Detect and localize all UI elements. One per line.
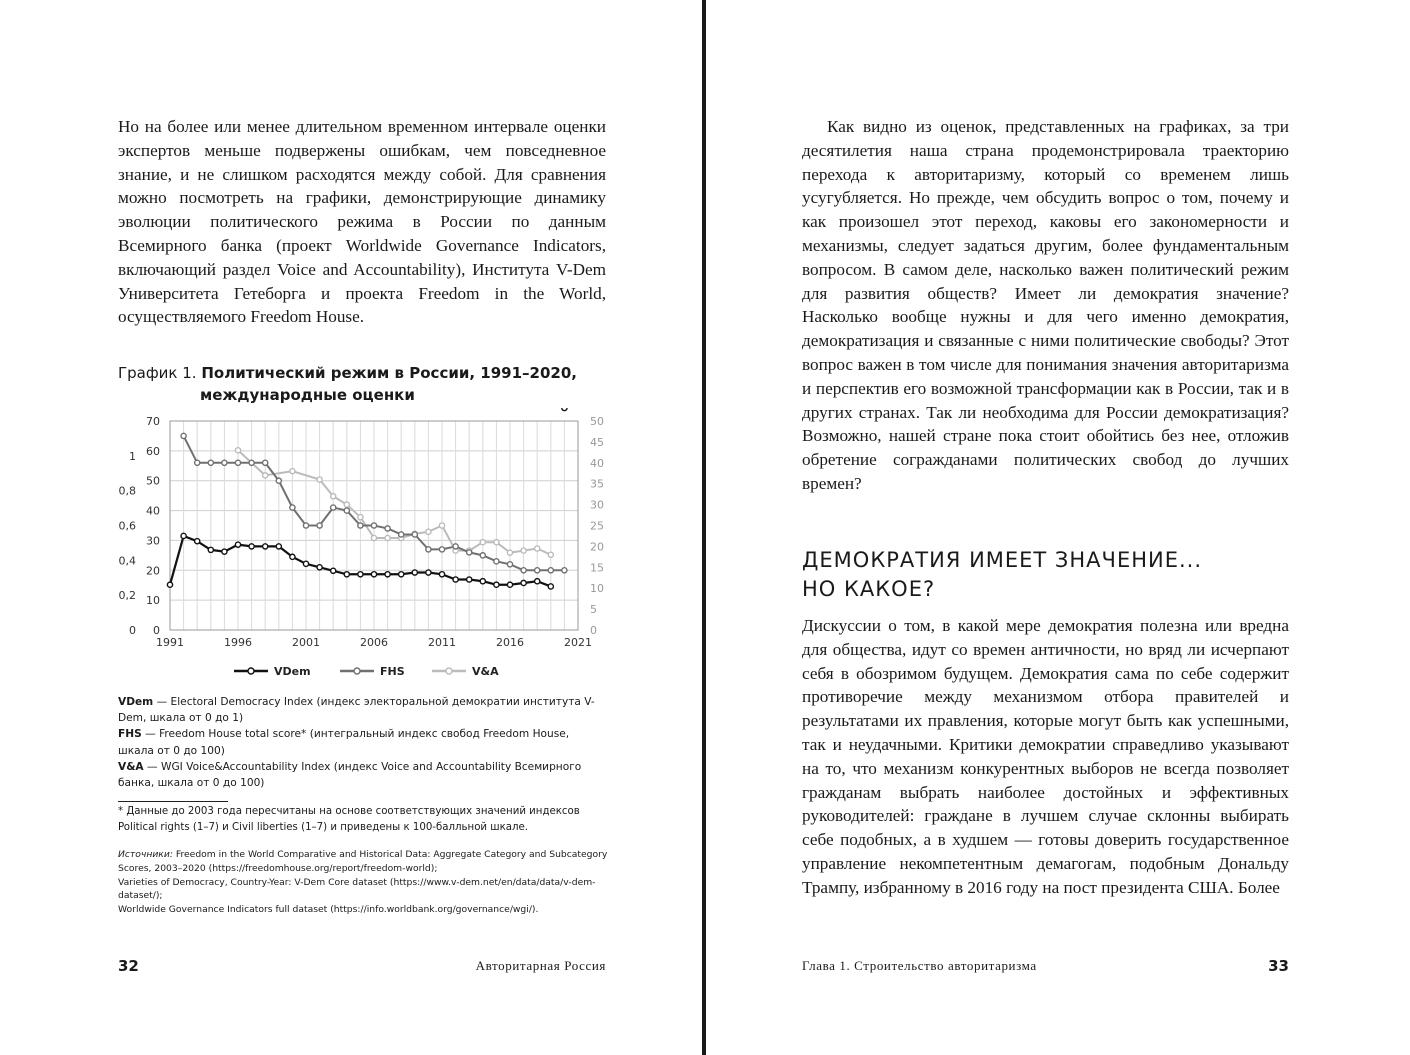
data-point-vdem (249, 544, 254, 549)
data-point-vaa (331, 494, 336, 499)
page-number-left: 32 (118, 957, 139, 975)
x-axis-tick: 1996 (224, 636, 252, 649)
fhs-axis-tick: 0 (153, 624, 160, 637)
legend-label-fhs: FHS (380, 665, 405, 678)
data-point-fhs (222, 460, 227, 465)
section-heading-line1: ДЕМОКРАТИЯ ИМЕЕТ ЗНАЧЕНИЕ... (802, 548, 1203, 572)
data-point-fhs (358, 523, 363, 528)
data-point-fhs (467, 550, 472, 555)
paragraph-1-text: Как видно из оценок, представленных на графиках, за три десятилетия наша страна продемонстрировала траекторию перехода к авторитаризму, который со временем лишь усугубляется. Но прежде, чем обсудить вопрос о том, почему и как произошел этот переход, каковы его закономерности и механизмы, следует задаться другим, более фундаментальным вопросом. В самом деле, насколько важен политический режим для развития обществ? Имеет ли демократия значение? Насколько вообще нужны и для чего именно демократия, демократизация и связанные с ними политические свободы? Этот вопрос важен в том числе для понимания значения авторитаризма и перспектив его возможной трансформации как в России, так и в других странах. Так ли необходима для России демократизация? Возможно, нашей стране пока стоит обойтись без нее, отложив обретение согражданами политических свобод до лучших времен? (802, 117, 1289, 493)
vdem-axis-tick: 0 (129, 624, 136, 637)
note-fhs-text: — Freedom House total score* (интегральный индекс свобод Freedom House, шкала от 0 до 100) (118, 728, 570, 757)
note-va (118, 759, 608, 791)
data-point-vaa (480, 540, 485, 545)
data-point-vaa (494, 540, 499, 545)
data-point-vdem (371, 572, 376, 577)
data-point-vdem (385, 572, 390, 577)
vdem-axis-tick: 1 (129, 449, 136, 463)
note-va-text: — WGI Voice&Accountability Index (индекс Voice and Accountability Всемирного банка, шкала от 0 до 100) (118, 760, 582, 790)
legend-marker (446, 668, 452, 674)
data-point-vdem (507, 582, 512, 587)
data-point-vaa (507, 550, 512, 555)
va-axis-tick: 25 (590, 519, 604, 533)
va-axis-tick: 0 (590, 624, 597, 637)
va-axis-tick: 30 (590, 498, 604, 512)
data-point-vaa (358, 515, 363, 520)
data-point-vaa (439, 523, 444, 528)
data-point-fhs (453, 544, 458, 549)
left-page (0, 0, 702, 1055)
intro-paragraph (118, 115, 606, 329)
fhs-axis-tick: 40 (146, 504, 160, 518)
data-point-fhs (548, 568, 553, 573)
data-point-vdem (167, 582, 172, 587)
va-axis-tick: 5 (590, 603, 597, 617)
data-point-fhs (208, 460, 213, 465)
data-point-vdem (331, 568, 336, 573)
va-axis-tick: 45 (590, 435, 604, 449)
data-point-vdem (548, 584, 553, 589)
paragraph-2 (802, 614, 1289, 900)
section-heading-line2: НО КАКОЕ? (802, 577, 936, 601)
data-point-fhs (181, 433, 186, 438)
fhs-axis-tick: 60 (146, 444, 160, 458)
data-point-fhs (426, 547, 431, 552)
political-regime-chart (110, 408, 605, 688)
data-point-fhs (290, 505, 295, 510)
data-point-vdem (276, 544, 281, 549)
data-point-vdem (358, 572, 363, 577)
x-axis-tick: 2021 (564, 636, 592, 649)
vdem-axis-tick: 0,4 (118, 554, 136, 568)
data-point-vdem (439, 572, 444, 577)
data-point-fhs (521, 568, 526, 573)
data-point-vdem (494, 582, 499, 587)
vdem-axis-tick: 0,6 (118, 519, 136, 533)
note-vdem-text: — Electoral Democracy Index (индекс электоральной демократии института V-Dem, шкала от 0 до 1) (118, 696, 595, 725)
data-point-fhs (507, 562, 512, 567)
data-point-fhs (276, 478, 281, 483)
data-point-vdem (317, 565, 322, 570)
source-2: Varieties of Democracy, Country-Year: V-Dem Core dataset (https://www.v-dem.net/en/data/data/v-dem-dataset/); (118, 876, 596, 902)
section-heading (802, 546, 1202, 604)
data-point-fhs (249, 460, 254, 465)
running-head-right: Глава 1. Строительство авторитаризма (802, 958, 1037, 973)
sources-label: Источники: (118, 849, 173, 860)
intro-paragraph-text: Но на более или менее длительном временном интервале оценки экспертов меньше подвержены ошибкам, чем повседневное знание, и не слишком расходятся между собой. Для сравнения можно посмотреть на графики, демонстрирующие динамику эволюции политического режима в России по данным Всемирного банка (проект Worldwide Governance Indicators, включающий раздел Voice and Accountability), Института V-Dem Университета Гетеборга и проекта Freedom in the World, осуществляемого Freedom House. (118, 117, 606, 327)
data-point-vdem (181, 533, 186, 538)
va-axis-tick: 50 (590, 415, 604, 428)
legend-label-vaa: V&A (472, 665, 499, 678)
data-point-vdem (222, 549, 227, 554)
va-axis-tick: 10 (590, 582, 604, 596)
x-axis-tick: 1991 (156, 636, 184, 649)
right-page (706, 0, 1410, 1055)
series-legend-notes (118, 694, 608, 791)
data-point-vaa (344, 502, 349, 507)
fhs-axis-tick: 50 (146, 474, 160, 488)
fhs-axis-tick: 20 (146, 564, 160, 578)
data-point-vaa (535, 546, 540, 551)
data-point-vdem (399, 572, 404, 577)
data-point-fhs (317, 523, 322, 528)
paragraph-2-text: Дискуссии о том, в какой мере демократия полезна или вредна для общества, идут со времен античности, но вряд ли исчерпают себя в обозримом будущем. Демократия сама по себе содержит противоречие между механизмом отбора правителей и результатами их правления, которые могут быть как успешными, так и неудачными. Критики демократии справедливо указывают на то, что механизм конкурентных выборов не всегда позволяет гражданам выбрать наиболее достойных и эффективных руководителей: граждане в лучшем случае склонны выбирать себе подобных, а в худшем — готовы доверить государственное управление некомпетентным демагогам, подобным Дональду Трампу, избранному в 2016 году на пост президента США. Более (802, 616, 1289, 897)
data-point-fhs (535, 568, 540, 573)
data-point-fhs (494, 559, 499, 564)
data-point-fhs (439, 547, 444, 552)
data-point-vaa (263, 473, 268, 478)
x-axis-tick: 2001 (292, 636, 320, 649)
data-point-vdem (235, 542, 240, 547)
data-point-fhs (562, 568, 567, 573)
x-axis-tick: 2006 (360, 636, 388, 649)
data-point-vaa (426, 529, 431, 534)
vdem-axis-tick: 0,8 (118, 484, 136, 498)
data-point-vdem (453, 577, 458, 582)
figure-title-line1: Политический режим в России, 1991–2020, (201, 364, 577, 382)
note-vdem-abbr: VDem (118, 696, 154, 708)
data-point-vdem (290, 554, 295, 559)
legend-label-vdem: VDem (274, 665, 311, 678)
footnote: * Данные до 2003 года пересчитаны на основе соответствующих значений индексов Political rights (1–7) и Civil liberties (1–7) и приведены к 100-балльной шкале. (118, 806, 580, 833)
data-point-fhs (195, 460, 200, 465)
footnote-rule (118, 801, 228, 802)
figure-title-line2: международные оценки (200, 386, 415, 404)
va-axis-tick: 20 (590, 540, 604, 554)
vdem-axis-tick: 0,2 (118, 589, 136, 603)
figure-label: График 1. (118, 364, 197, 382)
data-point-vdem (535, 579, 540, 584)
data-point-vdem (562, 408, 567, 411)
data-point-vdem (480, 579, 485, 584)
x-axis-tick: 2011 (428, 636, 456, 649)
figure-title (118, 362, 598, 406)
note-vdem (118, 694, 608, 726)
data-point-vaa (385, 535, 390, 540)
data-point-fhs (263, 460, 268, 465)
source-3: Worldwide Governance Indicators full dataset (https://info.worldbank.org/governance/wgi/). (118, 904, 539, 916)
data-point-fhs (412, 532, 417, 537)
data-point-vdem (195, 539, 200, 544)
data-point-vdem (263, 544, 268, 549)
va-axis-tick: 35 (590, 477, 604, 491)
data-point-vdem (344, 572, 349, 577)
data-point-vdem (412, 570, 417, 575)
data-point-vaa (290, 469, 295, 474)
series-line-vaa (238, 450, 551, 555)
data-point-fhs (344, 508, 349, 513)
note-fhs (118, 726, 608, 758)
fhs-axis-tick: 70 (146, 415, 160, 428)
sources (118, 848, 608, 917)
data-point-fhs (480, 553, 485, 558)
running-head-left: Авторитарная Россия (475, 958, 606, 973)
data-point-vaa (235, 448, 240, 453)
data-point-fhs (331, 505, 336, 510)
fhs-axis-tick: 10 (146, 594, 160, 608)
note-va-abbr: V&A (118, 760, 144, 773)
data-point-fhs (385, 526, 390, 531)
paragraph-1 (802, 115, 1289, 496)
data-point-vdem (426, 570, 431, 575)
data-point-fhs (235, 460, 240, 465)
note-fhs-abbr: FHS (118, 728, 142, 741)
data-point-fhs (371, 523, 376, 528)
source-1-text: Freedom in the World Comparative and Historical Data: Aggregate Category and Subcategory Scores, 2003–2020 (https://freedomhouse.org/report/freedom-world); (118, 849, 608, 874)
data-point-vaa (548, 552, 553, 557)
data-point-vdem (521, 580, 526, 585)
legend-marker (248, 668, 254, 674)
fhs-axis-tick: 30 (146, 534, 160, 548)
data-point-vaa (371, 535, 376, 540)
data-point-vdem (303, 561, 308, 566)
va-axis-tick: 40 (590, 456, 604, 470)
page-number-right: 33 (1268, 957, 1289, 975)
data-point-vaa (521, 548, 526, 553)
source-1 (118, 848, 608, 876)
data-point-fhs (303, 523, 308, 528)
data-point-vdem (208, 547, 213, 552)
legend-marker (354, 668, 360, 674)
x-axis-tick: 2016 (496, 636, 524, 649)
va-axis-tick: 15 (590, 561, 604, 575)
data-point-vaa (317, 477, 322, 482)
data-point-vdem (467, 577, 472, 582)
data-point-fhs (399, 532, 404, 537)
